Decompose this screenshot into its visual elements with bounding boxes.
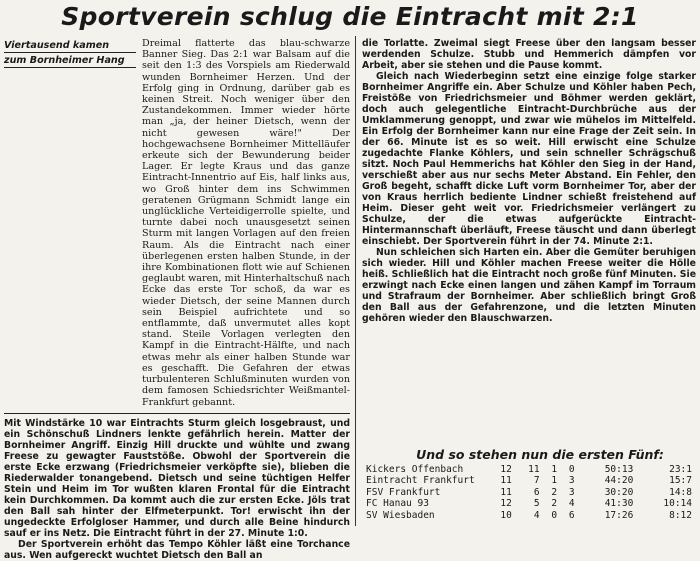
paragraph: Gleich nach Wiederbeginn setzt eine einzige folge starker Bornheimer Angriffe ein. Aber Schulze und Köhler haben Pech, Freistöße von Friedrichsmeier und Böhmer werden geklärt, doch auch gelegentliche Eintracht-Durchbrüche aus der Umklammerung genoppt, und zwar wie mühelos im Mittelfeld. Ein Erfolg der Bornheimer kann nur eine Frage der Zeit sein. In der 66. Minute ist es so weit. Hill erwischt eine Schulze zugedachte Flanke Köhlers, und sein schneller Schrägschuß sitzt. Noch Paul Hemmerichs hat Köhler den Sieg in der Hand, verschießt aber aus nur sechs Meter Abstand. Ein Fehler, den Groß begeht, schafft dicke Luft vorm Bornheimer Tor, aber der von Kraus herrlich bediente Lindner schießt freistehend auf Heim. Dieser geht weit vor. Friedrichsmeier verlängert zu Schulze, der die etwas aufgerückte Eintracht-Hintermannschaft überläuft, Freese täuscht und dann überlegt einschiebt. Der Sportverein führt in der 74. Minute 2:1. (362, 71, 696, 247)
cell-g: 11 (528, 464, 540, 475)
section-divider (4, 413, 350, 414)
cell-tore: 17:26 (604, 509, 634, 521)
paragraph: Der Sportverein erhöht das Tempo Köhler läßt eine Torchance aus. Wen aufgereckt wuchtet Dietsch den Ball an (4, 538, 350, 561)
cell-g: 5 (533, 498, 540, 510)
table-row (364, 487, 694, 498)
lead-section (4, 38, 350, 408)
cell-v: 4 (568, 498, 575, 510)
paragraph: die Torlatte. Zweimal siegt Freese über den langsam besser werdenden Schulze. Stubb und Hemmerich dämpfen vor Arbeit, aber sie stehen und die Pause kommt. (362, 38, 696, 71)
cell-u: 0 (551, 509, 558, 521)
column-divider (355, 36, 356, 526)
cell-v: 3 (568, 475, 575, 487)
cell-v: 6 (568, 509, 575, 521)
table-row (364, 475, 694, 486)
cell-sp: 12 (500, 464, 512, 475)
cell-pkt: 15:7 (669, 475, 692, 487)
subheading-line-1: Viertausend kamen (4, 40, 136, 53)
subheading (4, 38, 136, 70)
cell-sp: 10 (500, 509, 512, 521)
cell-pkt: 14:8 (669, 486, 692, 498)
standings-title: Und so stehen nun die ersten Fünf: (416, 447, 664, 462)
cell-sp: 12 (500, 498, 512, 510)
cell-u: 1 (551, 475, 558, 487)
cell-pkt: 23:1 (669, 464, 692, 475)
cell-v: 3 (568, 486, 575, 498)
cell-sp: 11 (500, 475, 512, 487)
cell-g: 6 (533, 486, 540, 498)
paragraph: Mit Windstärke 10 war Eintrachts Sturm gleich losgebraust, und ein Schönschuß Lindners lenkte gefährlich herein. Matter der Bornheimer Angriff. Einzig Hill druckte und wühlte und zwang Freese zu gewagter Fauststöße. Obwohl der Sportverein die erste Ecke erzwang (Friedrichsmeier verköpfte sie), blieben die Riederwalder tonangebend. Dietsch und seine tüchtigen Helfer Stein und Heim im Tor wußten klaren Frontal für die Eintracht kein Durchkommen. Da kommt auch die zur ersten Ecke. Jöls trat den Ball sah hinter der Elfmeterpunkt. Tor! erwischt ihn der ungedeckte Erfolgloser Hammer, und durch alle Beine hindurch sauf er ins Netz. Die Eintracht führt in der 27. Minute 1:0. (4, 417, 350, 539)
cell-pkt: 8:12 (669, 509, 692, 521)
paragraph: Nun schleichen sich Harten ein. Aber die Gemüter beruhigen sich wieder. Hill und Köhler machen Freese weiter die Hölle heiß. Schließlich hat die Eintracht noch große fünf Minuten. Sie erzwingt nach Ecke einen langen und zähen Kampf im Torraum und Strafraum der Bornheimer. Aber schließlich bringt Groß den Ball aus der Gefahrenzone, und die letzten Minuten gehören wieder den Blauschwarzen. (362, 247, 696, 324)
standings-table (364, 464, 694, 521)
cell-sp: 11 (500, 486, 512, 498)
table-row (364, 464, 694, 475)
left-column (4, 38, 350, 561)
lead-paragraph: Dreimal flatterte das blau-schwarze Banner Sieg. Das 2:1 war Balsam auf die seit den 1:3 des Vorspiels am Riederwald wunden Bornheimer Herzen. Und der Erfolg ging in Ordnung, darüber gab es keinen Streit. Noch weniger über den Zustandekommen. Immer wieder hörte man „ja, der heiner Dietsch, wenn der nicht gewesen wäre!" Der hochgewachsene Bornheimer Mittelläufer erkeute sich der Bewunderung beider Lager. Er legte Kraus und das ganze Eintracht-Innentrio auf Eis, half links aus, wo Groß hinter dem ins Schwimmen geratenen Grügmann Schmidt lange ein unglückliche Verteidigerrolle spielte, und turnte dabei noch unausgesetzt seinen Sturm mit langen Vorlagen auf den freien Raum. Als die Eintracht nach einer überlegenen ersten halben Stunde, in der ihre Kombinationen flott wie auf Schienen geglaubt waren, mit Hinterhaltschuß nach Ecke das erste Tor schoß, da war es wieder Dietsch, der seine Mannen durch sein Beispiel aufrichtete und so entflammte, daß unvermutet alles kopt stand. Steile Vorlagen verlegten den Kampf in die Eintracht-Hälfte, und nach etwas mehr als einer halben Stunde war es geschafft. Die Gefahren der etwas turbulenteren Schlußminuten wurden von dem famosen Schiedsrichter Weißmantel-Frankfurt gebannt. (142, 38, 350, 408)
cell-u: 2 (551, 486, 558, 498)
cell-tore: 44:20 (604, 475, 634, 487)
cell-team: SV Wiesbaden (366, 509, 435, 521)
cell-g: 4 (533, 509, 540, 521)
table-row (364, 498, 694, 509)
cell-u: 2 (551, 498, 558, 510)
subheading-line-2: zum Bornheimer Hang (4, 55, 136, 68)
cell-g: 7 (533, 475, 540, 487)
cell-team: Kickers Offenbach (366, 464, 464, 475)
cell-tore: 50:13 (604, 464, 634, 475)
cell-team: Eintracht Frankfurt (366, 475, 475, 487)
right-column (362, 38, 696, 324)
table-row (364, 510, 694, 521)
headline: Sportverein schlug die Eintracht mit 2:1 (61, 2, 639, 31)
cell-pkt: 10:14 (663, 498, 692, 510)
cell-team: FC Hanau 93 (366, 498, 429, 510)
cell-tore: 30:20 (604, 486, 634, 498)
cell-v: 0 (568, 464, 575, 475)
cell-team: FSV Frankfurt (366, 486, 441, 498)
cell-tore: 41:30 (604, 498, 634, 510)
cell-u: 1 (551, 464, 558, 475)
